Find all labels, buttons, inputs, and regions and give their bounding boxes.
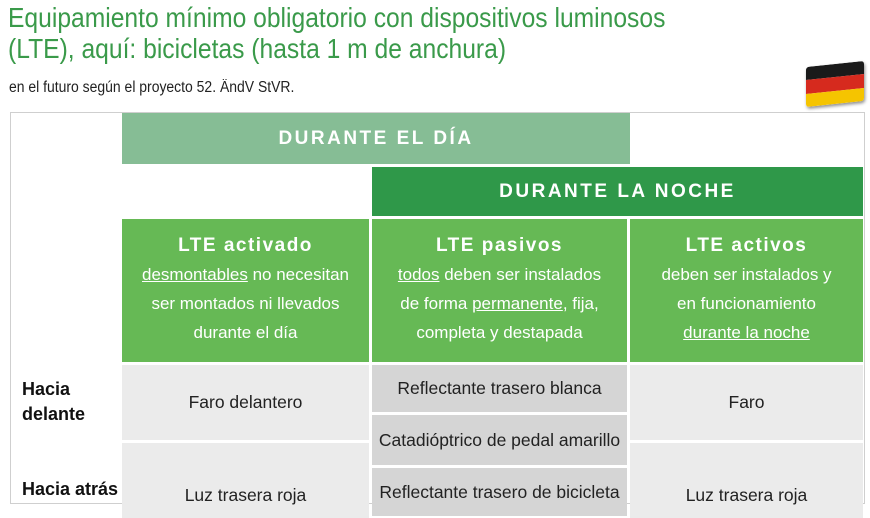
cell-rear-activado: Luz trasera roja — [122, 443, 369, 518]
row-label-rear: Hacia atrás — [22, 479, 119, 499]
column-line-3: completa y destapada — [416, 323, 583, 342]
cell-rear-pasivos: Reflectante trasero de bicicleta — [372, 468, 627, 516]
column-title: LTE pasivos — [435, 235, 563, 256]
column-line-2: en funcionamiento — [677, 294, 816, 313]
underlined-word: desmontables — [142, 265, 248, 284]
cell-front-activado: Faro delantero — [122, 365, 369, 440]
subtitle: en el futuro según el proyecto 52. ÄndV StVR. — [9, 79, 295, 96]
page-title — [8, 2, 712, 64]
column-line-3: durante la noche — [683, 323, 810, 342]
cell-front-activos: Faro — [630, 365, 863, 440]
germany-flag-icon — [806, 61, 864, 107]
column-line-1: deben ser instalados y — [661, 265, 832, 284]
column-line-2 — [372, 289, 627, 318]
row-label-front — [22, 377, 85, 427]
row-label-line: delante — [22, 404, 86, 424]
header-day: DURANTE EL DÍA — [122, 113, 630, 164]
column-line-3: durante el día — [193, 323, 298, 342]
row-label-line: Hacia — [22, 379, 71, 399]
cell-rear-activos: Luz trasera roja — [630, 443, 863, 518]
title-line-1: Equipamiento mínimo obligatorio con dispositivos luminosos — [8, 2, 666, 33]
column-lte-activos — [630, 219, 863, 362]
cell-front-pasivos-1: Reflectante trasero blanca — [372, 365, 627, 412]
column-lte-pasivos — [372, 219, 627, 362]
column-lte-activado — [122, 219, 369, 362]
text-fragment: , fija, — [562, 294, 599, 313]
column-line-1 — [372, 260, 627, 289]
text-fragment: de forma — [400, 294, 473, 313]
column-title: LTE activado — [178, 235, 313, 256]
header-night: DURANTE LA NOCHE — [372, 167, 863, 216]
underlined-word: todos — [397, 265, 440, 284]
title-line-2: (LTE), aquí: bicicletas (hasta 1 m de anchura) — [8, 33, 507, 64]
underlined-word: permanente — [472, 294, 563, 313]
column-line-2: ser montados ni llevados — [151, 294, 340, 313]
column-title: LTE activos — [685, 235, 808, 256]
cell-front-pasivos-2: Catadióptrico de pedal amarillo — [372, 415, 627, 465]
text-fragment: deben ser instalados — [439, 265, 602, 284]
column-line-1 — [122, 260, 369, 289]
text-fragment: no necesitan — [247, 265, 349, 284]
